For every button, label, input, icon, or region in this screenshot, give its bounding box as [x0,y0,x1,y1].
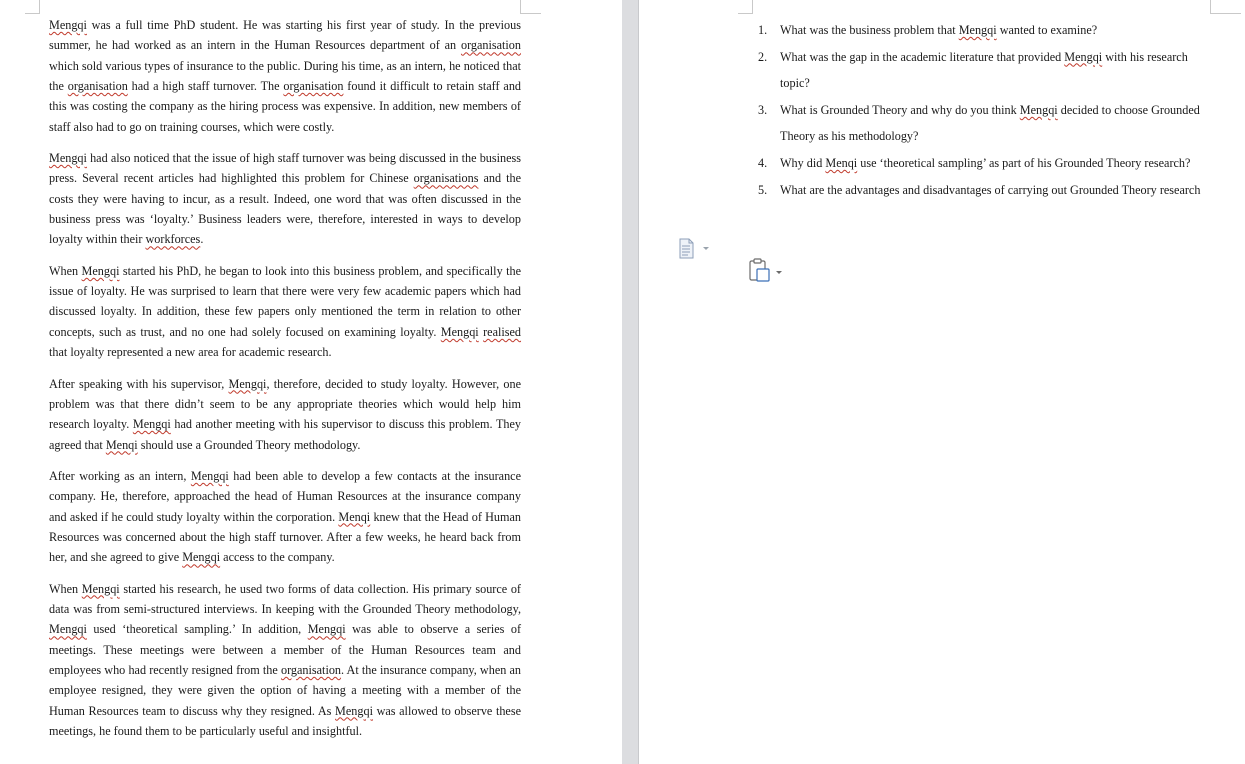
paste-options-icon[interactable] [748,258,786,282]
text-run: found it difficult to retain staff and this was costing the company as the hiring process was expensive. In addition, new members of staff also had to go on training courses, which were costly. [49,79,522,134]
spelling-flagged-word: Mengqi [190,468,229,483]
text-run: started his PhD, he began to look into this business problem, and specifically the issue of loyalty. He was surprised to learn that there were very few academic papers which had discussed loyalty. In addition, these few papers only mentioned the term in relation to other concepts, such as trust, and no one had solely focused on examining loyalty. [49,263,521,339]
spelling-flagged-word: Mengqi [1064,49,1103,64]
text-run: . [200,232,204,247]
text-run: use ‘theoretical sampling’ as part of his Grounded Theory research? [857,155,1191,170]
text-run: What is Grounded Theory and why do you think [780,102,1020,117]
spelling-flagged-word: Menqi [338,509,371,524]
spelling-flagged-word: Mengqi [132,417,171,432]
text-run: access to the company. [220,550,335,565]
text-run: What are the advantages and disadvantages of carrying out Grounded Theory research [780,182,1201,197]
text-run: and the costs they were having to incur, as a result. Indeed, one word that was often discussed in the business press was ‘loyalty.’ Business leaders were, therefore, interested in ways to develop loyalty within their [49,171,521,247]
margin-corner-mark [738,0,753,14]
text-run: wanted to examine? [996,23,1098,37]
spelling-flagged-word: organisation [67,79,128,94]
question-item[interactable] [758,177,1213,204]
case-study-text[interactable] [49,15,521,752]
text-run: When [49,581,82,596]
question-number: 1. [758,23,768,37]
paragraph[interactable] [49,148,521,250]
text-run: . At the insurance company, when an employee resigned, they were given the option of having a meeting with a member of the Human Resources team to discuss why they resigned. As [49,662,521,718]
text-run: started his research, he used two forms of data collection. His primary source of data was from semi-structured interviews. In keeping with the Grounded Theory methodology, [49,581,521,616]
spelling-flagged-word: realised [483,324,522,339]
spelling-flagged-word: Menqi [825,155,858,170]
text-run: What was the gap in the academic literature that provided [780,49,1065,64]
text-run: had been able to develop a few contacts at the insurance company. He, therefore, approached the head of Human Resources at the insurance company and asked if he could study loyalty within the corporation. [49,468,521,524]
question-item[interactable] [758,17,1213,44]
text-run: with his research topic? [780,49,1188,91]
spelling-flagged-word: workforces [145,232,201,247]
text-run: which sold various types of insurance to the public. During his time, as an intern, he noticed that the [49,58,521,94]
question-item[interactable] [758,150,1213,177]
text-run: had a high staff turnover. The [127,79,284,94]
spelling-flagged-word: Mengqi [49,622,87,637]
text-run: had another meeting with his supervisor to discuss this problem. They agreed that [49,417,521,452]
spelling-flagged-word: organisations [413,171,479,186]
text-run: should use a Grounded Theory methodology. [137,437,361,452]
question-number: 5. [758,182,768,197]
text-run: After speaking with his supervisor, [49,376,229,391]
paragraph[interactable] [49,261,521,363]
text-run: was a full time PhD student. He was starting his first year of study. In the previous summer, he had worked as an intern in the Human Resources department of an [49,18,521,53]
text-run: used ‘theoretical sampling.’ In addition, [86,622,308,637]
margin-corner-mark [1210,0,1241,14]
paragraph[interactable] [49,579,521,742]
spelling-flagged-word: Mengqi [228,376,267,391]
text-run: decided to choose Grounded Theory as his methodology? [780,102,1200,144]
text-run: , therefore, decided to study loyalty. However, one problem was that there didn’t seem to be any appropriate theories which would help him research loyalty. [49,376,521,432]
margin-corner-mark [520,0,541,14]
text-run: knew that the Head of Human Resources was concerned about the high staff turnover. After a few weeks, he heard back from her, and she agreed to give [49,509,521,565]
question-number: 3. [758,102,768,117]
question-list[interactable] [758,17,1213,203]
text-run: After working as an intern, [49,468,191,483]
spelling-flagged-word: Mengqi [1019,102,1058,117]
spelling-flagged-word: organisation [283,79,344,94]
spelling-flagged-word: Mengqi [182,550,221,565]
text-run: was allowed to observe these meetings, he found them to be particularly useful and insightful. [49,703,521,738]
text-run: Why did [780,155,826,170]
paragraph[interactable] [49,15,521,137]
page-gap [622,0,638,764]
text-run: What was the business problem that [780,23,959,37]
spelling-flagged-word: Mengqi [307,622,346,637]
spelling-flagged-word: Mengqi [49,18,87,32]
paragraph[interactable] [49,466,521,568]
spelling-flagged-word: Mengqi [81,263,120,278]
question-number: 2. [758,49,768,64]
text-run: When [49,263,82,278]
question-item[interactable] [758,44,1213,97]
spelling-flagged-word: Mengqi [440,324,479,339]
question-number: 4. [758,155,768,170]
question-item[interactable] [758,97,1213,150]
spelling-flagged-word: organisation [280,662,342,677]
document-layout-icon[interactable] [678,238,710,260]
spelling-flagged-word: Mengqi [49,151,87,166]
text-run: had also noticed that the issue of high staff turnover was being discussed in the business press. Several recent articles had highlighted this problem for Chinese [49,151,521,186]
spelling-flagged-word: Mengqi [335,703,373,718]
text-run: that loyalty represented a new area for academic research. [49,345,332,360]
spelling-flagged-word: organisation [460,38,521,53]
text-run: was able to observe a series of meetings. These meetings were between a member of the Human Resources team and employees who had recently resigned from the [49,622,522,677]
margin-corner-mark [25,0,40,14]
spelling-flagged-word: Menqi [105,437,138,452]
spelling-flagged-word: Mengqi [81,581,120,596]
spelling-flagged-word: Mengqi [958,23,997,37]
paragraph[interactable] [49,374,521,455]
